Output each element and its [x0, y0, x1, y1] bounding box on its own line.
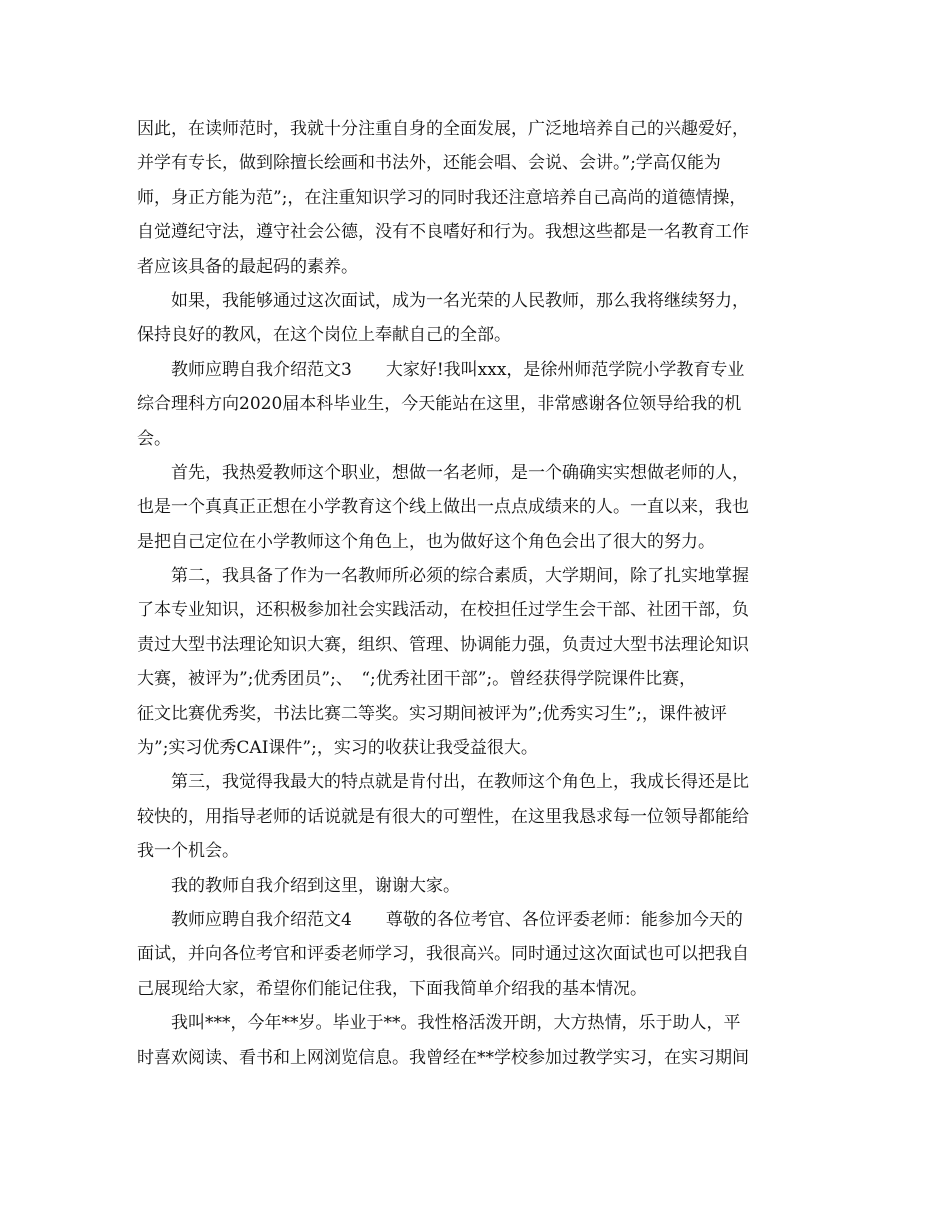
text-line: 责过大型书法理论知识大赛，组织、管理、协调能力强，负责过大型书法理论知识	[137, 634, 749, 655]
paragraph-first-line: 教师应聘自我介绍范文4 尊敬的各位考官、各位评委老师：能参加今天的	[171, 909, 743, 930]
text-line: 者应该具备的最起码的素养。	[137, 256, 358, 277]
paragraph-first-line: 第三，我觉得我最大的特点就是肯付出，在教师这个角色上，我成长得还是比	[171, 772, 749, 793]
text-line: 己展现给大家，希望你们能记住我，下面我简单介绍我的基本情况。	[137, 978, 647, 999]
text-line: 综合理科方向2020届本科毕业生，今天能站在这里，非常感谢各位领导给我的机	[137, 394, 742, 415]
paragraph-first-line: 如果，我能够通过这次面试，成为一名光荣的人民教师，那么我将继续努力，	[171, 290, 749, 311]
paragraph-first-line: 第二，我具备了作为一名教师所必须的综合素质，大学期间，除了扎实地掌握	[171, 566, 749, 587]
paragraph-first-line: 教师应聘自我介绍范文3 大家好!我叫xxx，是徐州师范学院小学教育专业	[171, 359, 745, 380]
text-line: 是把自己定位在小学教师这个角色上，也为做好这个角色会出了很大的努力。	[137, 531, 715, 552]
text-line: 因此，在读师范时，我就十分注重自身的全面发展，广泛地培养自己的兴趣爱好，	[137, 119, 749, 139]
text-line: 面试，并向各位考官和评委老师学习，我很高兴。同时通过这次面试也可以把我自	[137, 944, 749, 965]
text-line: 并学有专长，做到除擅长绘画和书法外，还能会唱、会说、会讲。”;学高仅能为	[137, 153, 721, 174]
text-line: 征文比赛优秀奖，书法比赛二等奖。实习期间被评为”;优秀实习生”;，课件被评	[137, 703, 727, 724]
paragraph-first-line: 我的教师自我介绍到这里，谢谢大家。	[171, 875, 460, 896]
text-line: 自觉遵纪守法，遵守社会公德，没有不良嗜好和行为。我想这些都是一名教育工作	[137, 222, 749, 243]
text-line: 会。	[137, 428, 171, 449]
text-line: 时喜欢阅读、看书和上网浏览信息。我曾经在**学校参加过教学实习，在实习期间	[137, 1047, 749, 1068]
text-line: 我一个机会。	[137, 841, 239, 862]
text-line: 较快的，用指导老师的话说就是有很大的可塑性，在这里我恳求每一位领导都能给	[137, 806, 749, 827]
text-line: 保持良好的教风，在这个岗位上奉献自己的全部。	[137, 325, 511, 346]
text-line: 也是一个真真正正想在小学教育这个线上做出一点点成绩来的人。一直以来，我也	[137, 497, 749, 518]
paragraph-first-line: 我叫***，今年**岁。毕业于**。我性格活泼开朗，大方热情，乐于助人，平	[171, 1013, 741, 1034]
text-line: 大赛，被评为”;优秀团员”;、 “;优秀社团干部”;。曾经获得学院课件比赛，	[137, 669, 697, 690]
document-body	[137, 112, 827, 1075]
text-line: 为”;实习优秀CAI课件”;，实习的收获让我受益很大。	[137, 738, 538, 759]
paragraph-first-line: 首先，我热爱教师这个职业，想做一名老师，是一个确确实实想做老师的人，	[171, 462, 749, 483]
text-line: 师，身正方能为范”;，在注重知识学习的同时我还注意培养自己高尚的道德情操，	[137, 187, 747, 208]
text-line: 了本专业知识，还积极参加社会实践活动，在校担任过学生会干部、社团干部，负	[137, 600, 749, 621]
